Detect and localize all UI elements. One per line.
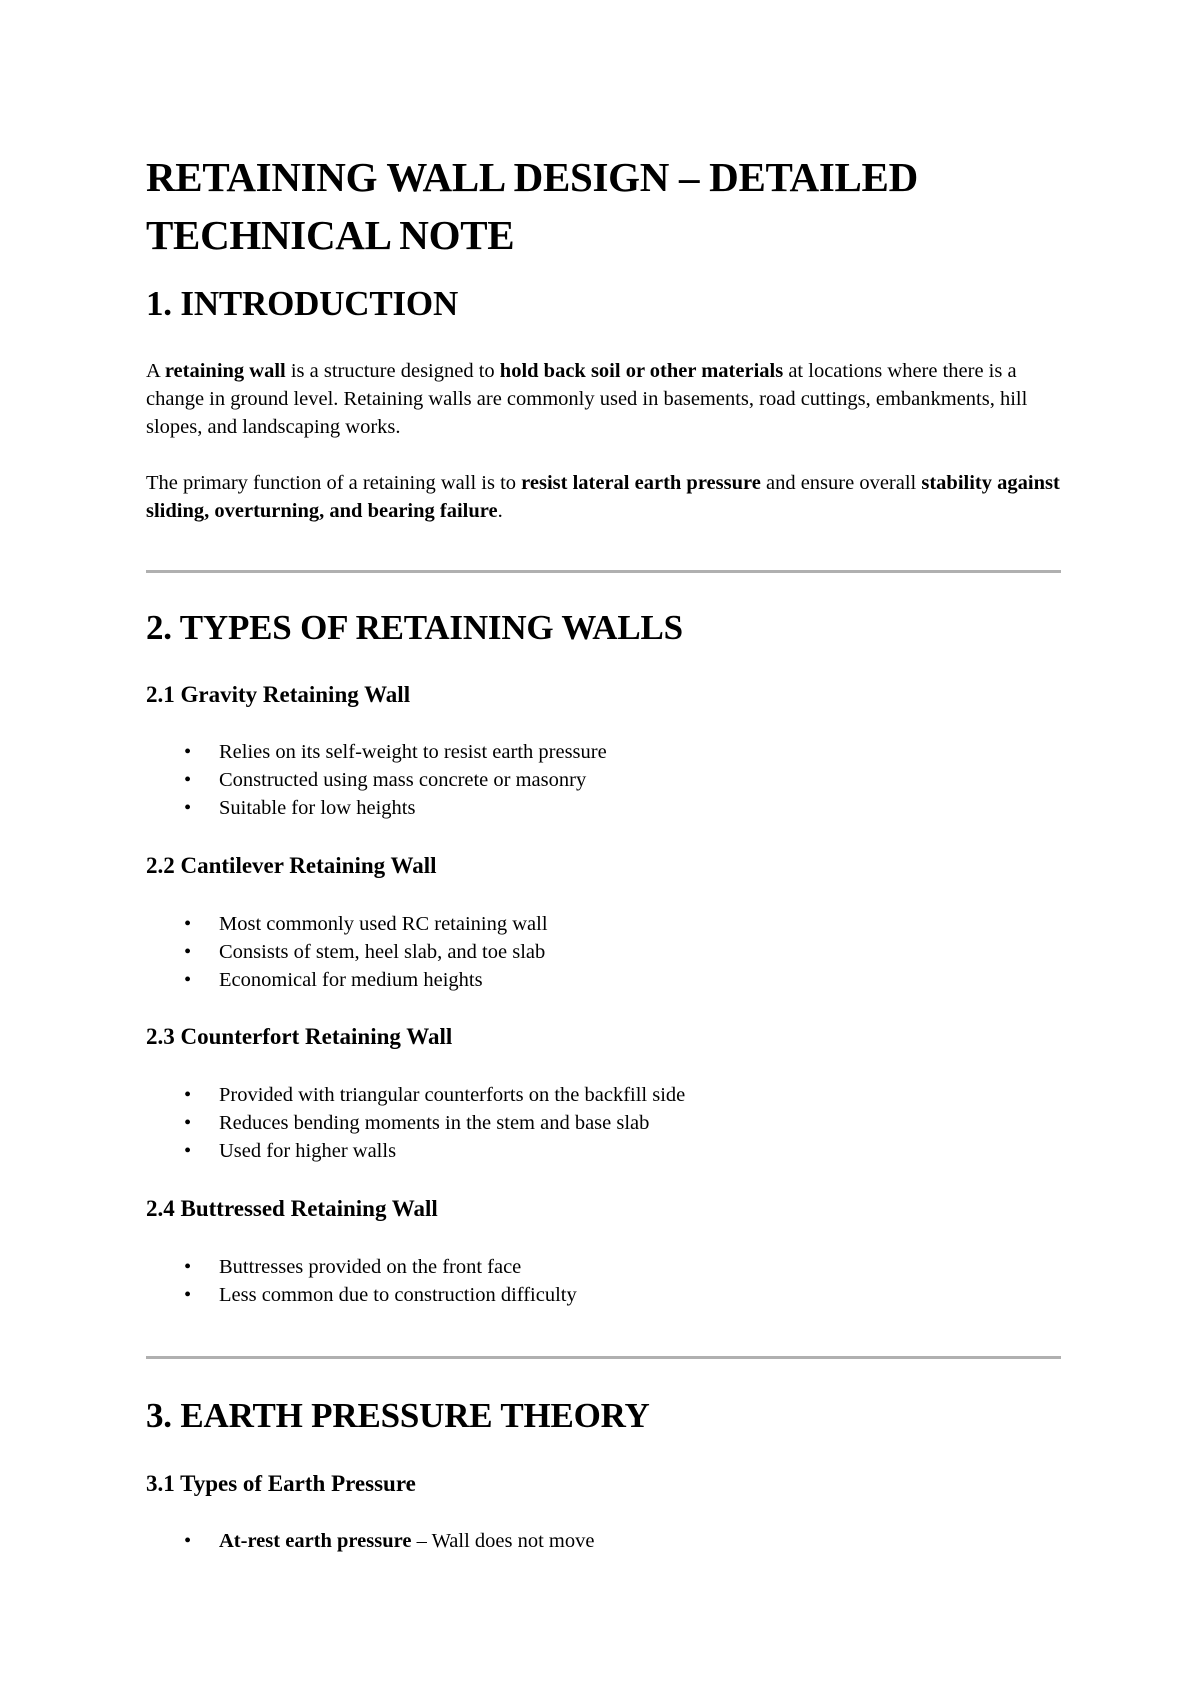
list-item-text: Constructed using mass concrete or masonry bbox=[219, 769, 587, 791]
intro-paragraph-1 bbox=[146, 357, 1061, 441]
list-item-text: Consists of stem, heel slab, and toe slab bbox=[219, 941, 546, 963]
list-item-text: Reduces bending moments in the stem and base slab bbox=[219, 1112, 650, 1134]
list-item bbox=[146, 1081, 685, 1109]
bullet-icon: • bbox=[184, 941, 192, 963]
bullet-icon: • bbox=[184, 741, 192, 763]
list-item-text: – Wall does not move bbox=[411, 1530, 595, 1552]
bullet-list-counterfort bbox=[146, 1081, 685, 1165]
bold-run: retaining wall bbox=[164, 360, 286, 382]
text-run: The primary function of a retaining wall is to bbox=[146, 472, 522, 494]
list-item-text: Relies on its self-weight to resist earth pressure bbox=[219, 741, 607, 763]
subsection-3-1-heading: 3.1 Types of Earth Pressure bbox=[146, 1471, 416, 1496]
bullet-icon: • bbox=[184, 1284, 192, 1306]
bullet-list-earth-pressure bbox=[146, 1527, 594, 1555]
bullet-icon: • bbox=[184, 1140, 192, 1162]
list-item bbox=[146, 738, 607, 766]
list-item bbox=[146, 1281, 577, 1309]
bullet-icon: • bbox=[184, 913, 192, 935]
bullet-icon: • bbox=[184, 969, 192, 991]
bold-run: resist lateral earth pressure bbox=[521, 472, 761, 494]
bold-run: hold back soil or other materials bbox=[499, 360, 784, 382]
section-1-heading: 1. INTRODUCTION bbox=[146, 284, 459, 323]
section-2-heading: 2. TYPES OF RETAINING WALLS bbox=[146, 608, 683, 647]
horizontal-divider bbox=[146, 1356, 1061, 1359]
list-item bbox=[146, 1527, 594, 1555]
list-item bbox=[146, 910, 548, 938]
bullet-icon: • bbox=[184, 769, 192, 791]
list-item bbox=[146, 938, 548, 966]
subsection-2-2-heading: 2.2 Cantilever Retaining Wall bbox=[146, 853, 437, 878]
text-run: at locations where there is a change in ground level. Retaining walls are commonly used in basements, road cuttings, embankments, hill slopes, and landscaping works. bbox=[146, 360, 1028, 438]
list-item bbox=[146, 1109, 685, 1137]
bullet-icon: • bbox=[184, 1256, 192, 1278]
list-item-text: Less common due to construction difficulty bbox=[219, 1284, 577, 1306]
list-item bbox=[146, 794, 607, 822]
intro-paragraph-2 bbox=[146, 469, 1061, 525]
subsection-2-3-heading: 2.3 Counterfort Retaining Wall bbox=[146, 1024, 453, 1049]
list-item-text: Most commonly used RC retaining wall bbox=[219, 913, 548, 935]
bullet-list-buttressed bbox=[146, 1253, 577, 1309]
list-item bbox=[146, 766, 607, 794]
list-item bbox=[146, 966, 548, 994]
horizontal-divider bbox=[146, 570, 1061, 573]
bullet-icon: • bbox=[184, 1084, 192, 1106]
bold-run: stability against sliding, overturning, and bearing failure bbox=[146, 472, 1060, 522]
bullet-icon: • bbox=[184, 797, 192, 819]
subsection-2-1-heading: 2.1 Gravity Retaining Wall bbox=[146, 682, 411, 707]
bullet-icon: • bbox=[184, 1112, 192, 1134]
list-item-text: Buttresses provided on the front face bbox=[219, 1256, 522, 1278]
bullet-list-gravity bbox=[146, 738, 607, 822]
list-item bbox=[146, 1253, 577, 1281]
document-title: RETAINING WALL DESIGN – DETAILED TECHNICAL NOTE bbox=[146, 154, 918, 258]
text-run: and ensure overall bbox=[760, 472, 922, 494]
text-run: is a structure designed to bbox=[285, 360, 500, 382]
list-item-text: Provided with triangular counterforts on the backfill side bbox=[219, 1084, 686, 1106]
list-item-text: Suitable for low heights bbox=[219, 797, 416, 819]
text-run: . bbox=[497, 500, 503, 522]
subsection-2-4-heading: 2.4 Buttressed Retaining Wall bbox=[146, 1196, 438, 1221]
section-3-heading: 3. EARTH PRESSURE THEORY bbox=[146, 1396, 650, 1435]
list-item-bold-text: At-rest earth pressure bbox=[219, 1530, 412, 1552]
text-run: A bbox=[146, 360, 165, 382]
list-item-text: Economical for medium heights bbox=[219, 969, 483, 991]
list-item bbox=[146, 1137, 685, 1165]
list-item-text: Used for higher walls bbox=[219, 1140, 397, 1162]
bullet-list-cantilever bbox=[146, 910, 548, 994]
bullet-icon: • bbox=[184, 1530, 192, 1552]
